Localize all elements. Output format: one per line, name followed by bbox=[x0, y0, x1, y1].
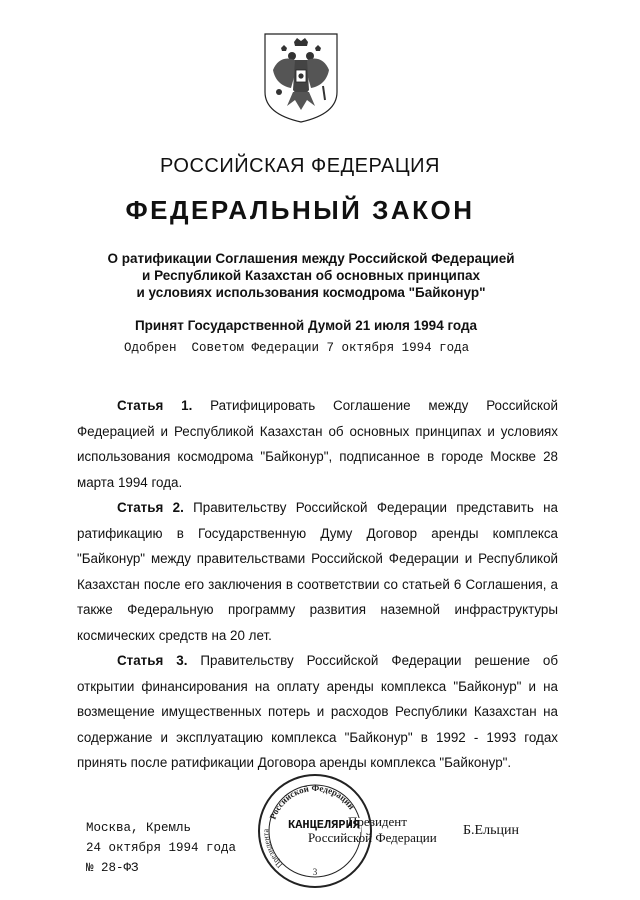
document-type: ФЕДЕРАЛЬНЫЙ ЗАКОН bbox=[125, 195, 475, 225]
stamp-ring-left: Президента bbox=[261, 828, 285, 870]
signer-title-line: Российской Федерации bbox=[308, 830, 437, 845]
place-date-number bbox=[86, 818, 236, 878]
country-name: РОССИЙСКАЯ ФЕДЕРАЦИЯ bbox=[160, 155, 440, 177]
article-1 bbox=[77, 393, 558, 495]
law-title-line: и условиях использования космодрома "Байконур" bbox=[136, 285, 486, 300]
law-body bbox=[77, 393, 558, 776]
article-label: Статья 1. bbox=[117, 398, 193, 413]
article-text: Правительству Российской Федерации представить на ратификацию в Государственную Думу Договор аренды комплекса "Байконур" между правительствами Российской Федерации и Республикой Казахстан после его заключения в соответствии со статьей 6 Соглашения, а также Федеральную программу развития наземной инфраструктуры космических средств на 20 лет. bbox=[77, 500, 558, 643]
svg-text:Президента bbox=[261, 828, 284, 869]
approved-line bbox=[124, 341, 469, 355]
signing-date: 24 октября 1994 года bbox=[86, 841, 237, 855]
law-title bbox=[0, 250, 622, 301]
article-text: Правительству Российской Федерации решение об открытии финансирования на оплату аренды комплекса "Байконур" и на возмещение имущественных потерь и расходов Республики Казахстан на содержание и эксплуатацию комплекса "Байконур" в 1992 - 1993 годах принять после ратификации Договора аренды комплекса "Байконур". bbox=[77, 653, 558, 770]
signer-title bbox=[308, 814, 437, 846]
law-title-line: О ратификации Соглашения между Российской Федерацией bbox=[107, 251, 515, 266]
stamp-office: КАНЦЕЛЯРИЯ bbox=[288, 818, 361, 832]
place: Москва, Кремль bbox=[86, 821, 192, 835]
article-3 bbox=[77, 648, 558, 776]
adopted-line: Принят Государственной Думой 21 июля 1994 года bbox=[134, 318, 478, 333]
article-2 bbox=[77, 495, 558, 648]
law-number: № 28-ФЗ bbox=[86, 861, 139, 875]
approved-text: Советом Федерации 7 октября 1994 года bbox=[191, 341, 470, 355]
law-title-line: и Республикой Казахстан об основных принципах bbox=[142, 268, 480, 283]
stamp-ring-top: Российской Федерации bbox=[267, 782, 357, 821]
article-text: Ратифицировать Соглашение между Российской Федерацией и Республикой Казахстан об основных принципах и условиях использования космодрома "Байконур", подписанное в городе Москве 28 марта 1994 года. bbox=[77, 398, 558, 490]
stamp-number: 3 bbox=[312, 867, 318, 877]
article-label: Статья 2. bbox=[117, 500, 184, 515]
approved-label: Одобрен bbox=[124, 341, 177, 355]
signer-name: Б.Ельцин bbox=[463, 823, 519, 838]
article-label: Статья 3. bbox=[117, 653, 188, 668]
state-emblem-icon bbox=[261, 30, 341, 124]
signer-title-line: Президент bbox=[348, 814, 407, 829]
